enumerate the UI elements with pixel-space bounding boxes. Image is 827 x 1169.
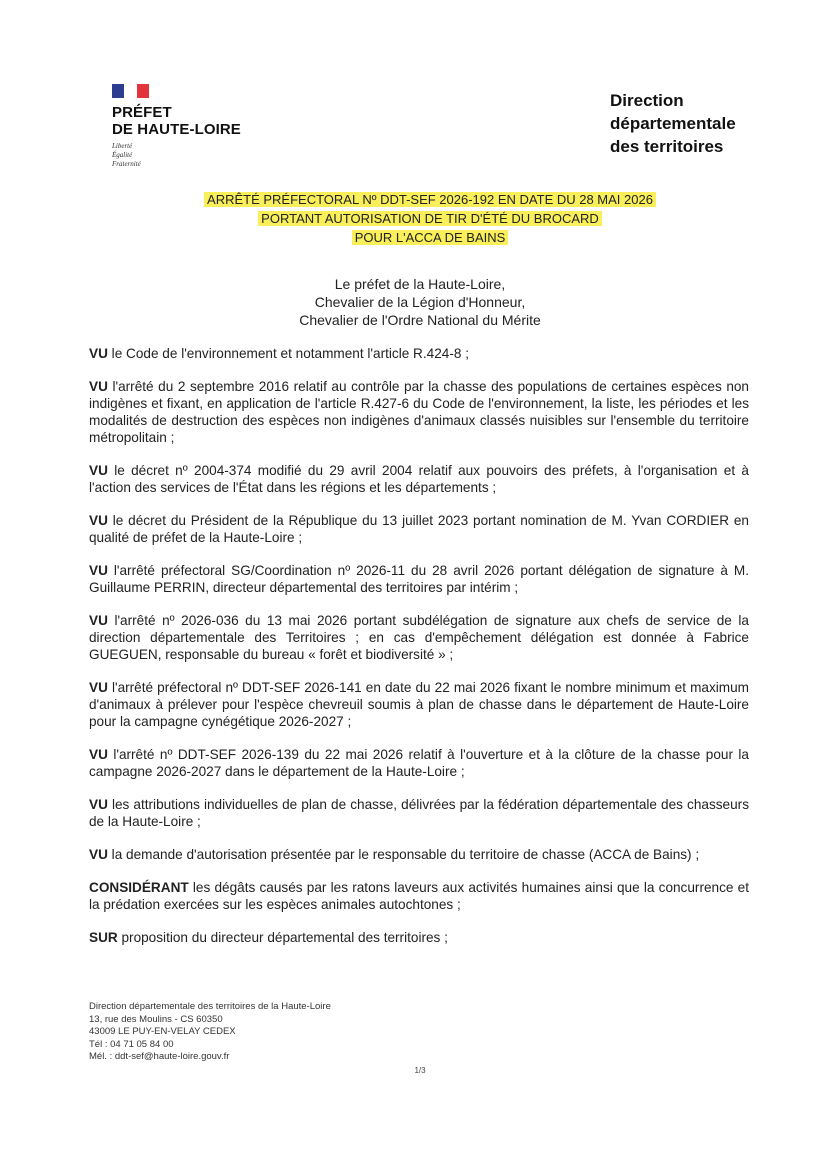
republic-motto [112,142,262,169]
recital-text: l'arrêté nº DDT-SEF 2026-139 du 22 mai 2026 relatif à l'ouverture et à la clôture de la chasse pour la campagne 2026-2027 dans le département de la Haute-Loire ; [89,747,749,779]
recital-text: le décret nº 2004-374 modifié du 29 avril 2004 relatif aux pouvoirs des préfets, à l'organisation et à l'action des services de l'État dans les régions et les départements ; [89,463,749,495]
motto-liberte: Liberté [112,142,133,150]
recital-paragraph [89,796,749,830]
prefet-region: DE HAUTE-LOIRE [112,121,241,138]
recital-paragraph [89,562,749,596]
prefecture-logo [112,84,262,169]
recital-paragraph [89,512,749,546]
prefect-intro [240,275,600,329]
department-line-3: des territoires [610,137,724,156]
recital-paragraph [89,846,749,863]
department-line-2: départementale [610,114,736,133]
decree-body [89,345,749,962]
page-number: 1/3 [414,1066,426,1075]
recital-lead: VU [89,797,108,812]
recital-lead: VU [89,346,108,361]
motto-fraternite: Fraternité [112,160,141,168]
recital-lead: VU [89,463,108,478]
intro-line-3: Chevalier de l'Ordre National du Mérite [299,312,541,328]
decree-title-line-3: POUR L'ACCA DE BAINS [352,230,509,245]
footer-street: 13, rue des Moulins - CS 60350 [89,1013,223,1025]
recital-text: l'arrêté préfectoral SG/Coordination nº 2026-11 du 28 avril 2026 portant délégation de signature à M. Guillaume PERRIN, directeur départemental des territoires par intérim ; [89,563,749,595]
recital-text: le décret du Président de la République du 13 juillet 2023 portant nomination de M. Yvan CORDIER en qualité de préfet de la Haute-Loire ; [89,513,749,545]
decree-title [160,190,700,247]
recital-text: l'arrêté préfectoral nº DDT-SEF 2026-141 en date du 22 mai 2026 fixant le nombre minimum et maximum d'animaux à prélever pour l'espèce chevreuil soumis à plan de chasse dans le département de Haute-Loire pour la campagne cynégétique 2026-2027 ; [89,680,749,729]
french-flag-icon [112,84,149,98]
department-line-1: Direction [610,91,684,110]
recital-lead: VU [89,613,108,628]
recital-text: proposition du directeur départemental des territoires ; [117,930,448,945]
footer-city: 43009 LE PUY-EN-VELAY CEDEX [89,1026,236,1037]
recital-paragraph [89,746,749,780]
considering-paragraph [89,879,749,913]
department-name [610,89,800,158]
recital-paragraph [89,612,749,663]
recital-lead: VU [89,680,108,695]
proposal-paragraph [89,929,749,946]
recital-lead: VU [89,563,108,578]
intro-line-1: Le préfet de la Haute-Loire, [334,276,506,292]
recital-lead: VU [89,379,108,394]
recital-lead: VU [89,847,108,862]
recital-paragraph [89,378,749,446]
footer-address [89,1001,449,1064]
recital-text: l'arrêté nº 2026-036 du 13 mai 2026 portant subdélégation de signature aux chefs de service de la direction départementale des Territoires ; en cas d'empêchement délégation est donnée à Fabrice GUEGUEN, responsable du bureau « forêt et biodiversité » ; [89,613,749,662]
recital-text: le Code de l'environnement et notamment l'article R.424-8 ; [107,346,469,361]
recital-lead: VU [89,513,108,528]
recital-lead: VU [89,747,108,762]
intro-line-2: Chevalier de la Légion d'Honneur, [314,294,526,310]
footer-phone: Tél : 04 71 05 84 00 [89,1038,174,1050]
recital-text: les attributions individuelles de plan de chasse, délivrées par la fédération départementale des chasseurs de la Haute-Loire ; [89,797,749,829]
recital-paragraph [89,462,749,496]
motto-egalite: Égalité [112,151,133,159]
decree-title-line-1: ARRÊTÉ PRÉFECTORAL Nº DDT-SEF 2026-192 EN DATE DU 28 MAI 2026 [204,192,656,207]
prefet-title: PRÉFET [112,104,172,121]
footer-office: Direction départementale des territoires de la Haute-Loire [89,1001,331,1012]
recital-lead: CONSIDÉRANT [89,880,189,895]
recital-text: la demande d'autorisation présentée par le responsable du territoire de chasse (ACCA de Bains) ; [107,847,700,862]
recital-lead: SUR [89,930,118,945]
recital-text: l'arrêté du 2 septembre 2016 relatif au contrôle par la chasse des populations de certaines espèces non indigènes et fixant, en application de l'article R.427-6 du Code de l'environnement, la liste, les périodes et les modalités de destruction des espèces non indigènes d'animaux classés nuisibles sur l'ensemble du territoire métropolitain ; [89,379,749,445]
recital-text: les dégâts causés par les ratons laveurs aux activités humaines ainsi que la concurrence et la prédation exercées sur les espèces animales autochtones ; [89,880,749,912]
recital-paragraph [89,345,749,362]
decree-title-line-2: PORTANT AUTORISATION DE TIR D'ÉTÉ DU BROCARD [258,211,602,226]
footer-email: Mél. : ddt-sef@haute-loire.gouv.fr [89,1051,230,1062]
recital-paragraph [89,679,749,730]
